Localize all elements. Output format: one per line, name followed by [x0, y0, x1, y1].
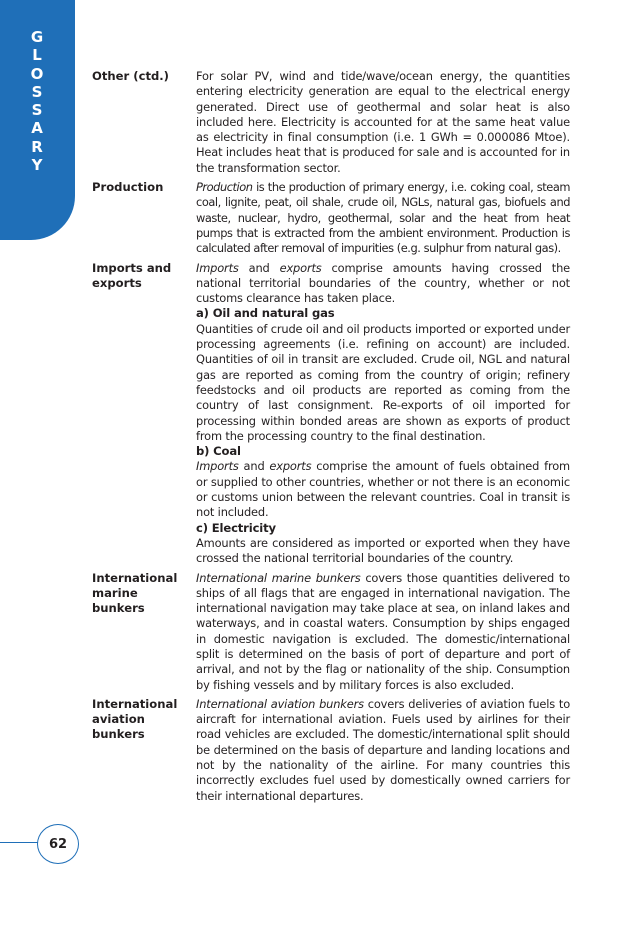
glossary-term-line: Production [92, 180, 164, 195]
glossary-term-line: International [92, 696, 178, 711]
glossary-letter: R [31, 137, 43, 156]
glossary-entry [92, 69, 570, 176]
text-run: c) Electricity [196, 520, 276, 535]
glossary-letter: G [30, 28, 44, 46]
definition-paragraph [196, 322, 570, 444]
definition-paragraph [196, 261, 570, 307]
glossary-term-line: bunkers [92, 601, 145, 616]
text-run: is the production of primary energy, i.e. coking coal, steam coal, lignite, peat, oil shale, crude oil, NGLs, natural gas, biofuels and waste, nuclear, hydro, geothermal, solar and the heat from heat pumps that is extracted from the ambient environment. Production is calculated after removal of impurities (e.g. sulphur from natural gas). [196, 180, 570, 256]
definition-subheading [196, 306, 570, 321]
text-run: Amounts are considered as imported or exported when they have crossed the national territorial boundaries of the country. [196, 535, 570, 566]
glossary-letter: S [31, 82, 43, 101]
italic-term: exports [279, 260, 322, 275]
text-run: and [238, 459, 270, 474]
glossary-term-line: aviation [92, 712, 145, 727]
glossary-term-line: Imports and [92, 260, 172, 275]
text-run: b) Coal [196, 444, 241, 459]
glossary-letter: O [30, 64, 44, 83]
text-run: covers those quantities delivered to ships of all flags that are engaged in international navigation. The international navigation may take place at sea, on inland lakes and waterways, and in coastal waters. Consumption by ships engaged in domestic navigation is excluded. The domestic/international split is determined on the basis of port of departure and port of arrival, and not by the flag or nationality of the ship. Consumption by fishing vessels and by military forces is also excluded. [196, 570, 571, 692]
glossary-term-line: exports [92, 275, 142, 290]
italic-term: Imports [196, 459, 239, 474]
italic-term: exports [269, 459, 312, 474]
definition-paragraph [196, 697, 570, 804]
glossary-entry [92, 571, 570, 693]
glossary-term [92, 697, 196, 804]
glossary-definition [196, 697, 570, 804]
text-run: For solar PV, wind and tide/wave/ocean energy, the quantities entering electricity generation are equal to the electrical energy generated. Direct use of geothermal and solar heat is also included here. Electricity is accounted for at the same heat value as electricity in final consumption (i.e. 1 GWh = 0.000086 Mtoe). Heat includes heat that is produced for sale and is accounted for in the transformation sector. [196, 69, 570, 175]
definition-paragraph [196, 459, 570, 520]
glossary-term-line: Other (ctd.) [92, 69, 169, 83]
glossary-letter: S [31, 101, 43, 120]
glossary-term [92, 69, 196, 176]
glossary-term-line: marine [92, 585, 138, 600]
page-number: 62 [37, 824, 79, 864]
glossary-definition [196, 261, 570, 567]
text-run: comprise the amount of fuels obtained from or supplied to other countries, whether or not there is an economic or customs union between the relevant countries. Coal in transit is not included. [196, 459, 571, 520]
definition-paragraph [196, 180, 570, 256]
definition-paragraph [196, 69, 570, 176]
page-number-rule [0, 842, 40, 843]
glossary-letter: A [31, 119, 43, 138]
definition-subheading [196, 444, 570, 459]
glossary-definition [196, 69, 570, 176]
glossary-entry [92, 261, 570, 567]
italic-term: Production [196, 180, 253, 195]
glossary-entry [92, 697, 570, 804]
italic-term: Imports [196, 260, 239, 275]
glossary-definition [196, 180, 570, 256]
glossary-term-line: International [92, 570, 178, 585]
glossary-content [92, 69, 570, 808]
italic-term: International marine bunkers [196, 570, 361, 585]
glossary-term [92, 180, 196, 256]
glossary-tab [0, 0, 75, 240]
glossary-letter: L [32, 46, 42, 65]
glossary-definition [196, 571, 570, 693]
text-run: and [238, 260, 280, 275]
glossary-term [92, 261, 196, 567]
text-run: comprise amounts having crossed the national territorial boundaries of the country, whether or not customs clearance has taken place. [196, 260, 570, 306]
text-run: Quantities of crude oil and oil products imported or exported under processing agreements (i.e. refining on account) are included. Quantities of oil in transit are excluded. Crude oil, NGL and natural gas are reported as coming from the country of origin; refinery feedstocks and oil products are reported as coming from the country of last consignment. Re-exports of oil imported for processing within bonded areas are shown as exports of product from the processing country to the final destination. [196, 321, 570, 443]
italic-term: International aviation bunkers [196, 696, 364, 711]
glossary-entry [92, 180, 570, 256]
glossary-term-line: bunkers [92, 727, 145, 742]
glossary-term [92, 571, 196, 693]
glossary-label [28, 28, 46, 174]
definition-paragraph [196, 536, 570, 567]
definition-subheading [196, 521, 570, 536]
text-run: a) Oil and natural gas [196, 306, 335, 321]
text-run: covers deliveries of aviation fuels to aircraft for international aviation. Fuels used by airlines for their road vehicles are excluded. The domestic/international split should be determined on the basis of departure and landing locations and not by the nationality of the airline. For many countries this incorrectly excludes fuel used by domestically owned carriers for their international departures. [196, 696, 571, 803]
glossary-letter: Y [31, 156, 43, 175]
definition-paragraph [196, 571, 570, 693]
